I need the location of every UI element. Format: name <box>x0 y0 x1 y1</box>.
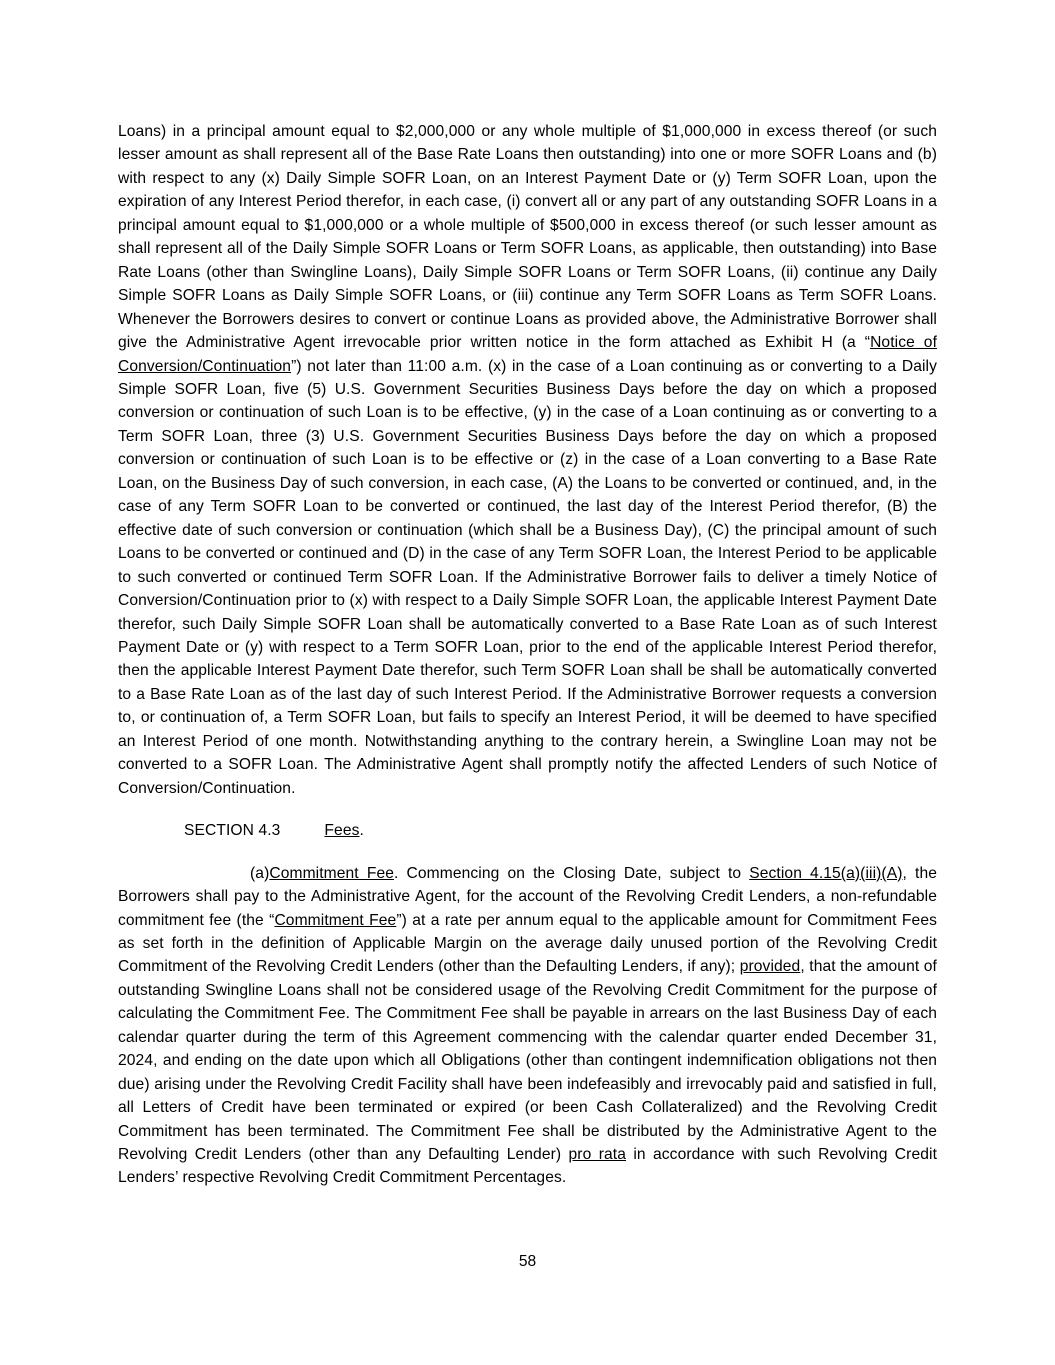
section-title-suffix: . <box>359 822 364 840</box>
defined-term: Commitment Fee <box>274 911 397 929</box>
defined-term: Commitment Fee <box>269 864 394 882</box>
text-run: ”) at a rate per annum equal to the applicable amount for Commitment Fees as set forth in the definition of Applicable Margin on the average daily unused portion of the Revolving Credit Commitment of the Revolving Credit Lenders (other than the Defaulting Lenders, if any); <box>118 911 937 976</box>
subsection-a-commitment-fee <box>118 862 937 1190</box>
defined-term: pro rata <box>568 1146 626 1164</box>
text-run: in accordance with such Revolving Credit Lenders’ respective Revolving Credit Commitment Percentages. <box>118 1146 938 1187</box>
text-run: Loans) in a principal amount equal to $2,000,000 or any whole multiple of $1,000,000 in excess thereof (or such lesser amount as shall represent all of the Base Rate Loans then outstanding) into one or more SOFR Loans and (b) with respect to any (x) Daily Simple SOFR Loan, on an Interest Payment Date or (y) Term SOFR Loan, upon the expiration of any Interest Period therefor, in each case, (i) convert all or any part of any outstanding SOFR Loans in a principal amount equal to $1,000,000 or a whole multiple of $500,000 in excess thereof (or such lesser amount as shall represent all of the Daily Simple SOFR Loans or Term SOFR Loans, as applicable, then outstanding) into Base Rate Loans (other than Swingline Loans), Daily Simple SOFR Loans or Term SOFR Loans, (ii) continue any Daily Simple SOFR Loans as Daily Simple SOFR Loans, or (iii) continue any Term SOFR Loans as Term SOFR Loans. Whenever the Borrowers desires to convert or continue Loans as provided above, the Administrative Borrower shall give the Administrative Agent irrevocable prior written notice in the form attached as Exhibit H (a “ <box>118 123 937 352</box>
subsection-label: (a) <box>250 864 270 882</box>
text-run: . Commencing on the Closing Date, subject to <box>394 864 750 882</box>
section-heading-4-3 <box>118 819 937 842</box>
text-run: ”) not later than 11:00 a.m. (x) in the case of a Loan continuing as or converting to a Daily Simple SOFR Loan, five (5) U.S. Government Securities Business Days before the day on which a proposed conversion or continuation of such Loan is to be effective, (y) in the case of a Loan continuing as or converting to a Term SOFR Loan, three (3) U.S. Government Securities Business Days before the day on which a proposed conversion or continuation of such Loan is to be effective or (z) in the case of a Loan converting to a Base Rate Loan, on the Business Day of such conversion, in each case, (A) the Loans to be converted or continued, and, in the case of any Term SOFR Loan to be converted or continued, the last day of the Interest Period therefor, (B) the effective date of such conversion or continuation (which shall be a Business Day), (C) the principal amount of such Loans to be converted or continued and (D) in the case of any Term SOFR Loan, the Interest Period to be applicable to such converted or continued Term SOFR Loan. If the Administrative Borrower fails to deliver a timely Notice of Conversion/Continuation prior to (x) with respect to a Daily Simple SOFR Loan, the applicable Interest Payment Date therefor, such Daily Simple SOFR Loan shall be automatically converted to a Base Rate Loan as of such Interest Payment Date or (y) with respect to a Term SOFR Loan, prior to the end of the applicable Interest Period therefor, then the applicable Interest Payment Date therefor, such Term SOFR Loan shall be shall be automatically converted to a Base Rate Loan as of the last day of such Interest Period. If the Administrative Borrower requests a conversion to, or continuation of, a Term SOFR Loan, but fails to specify an Interest Period, it will be deemed to have specified an Interest Period of one month. Notwithstanding anything to the contrary herein, a Swingline Loan may not be converted to a SOFR Loan. The Administrative Agent shall promptly notify the affected Lenders of such Notice of Conversion/Continuation. <box>118 357 937 797</box>
text-run: , that the amount of outstanding Swingline Loans shall not be considered usage of the Revolving Credit Commitment for the purpose of calculating the Commitment Fee. The Commitment Fee shall be payable in arrears on the last Business Day of each calendar quarter during the term of this Agreement commencing with the calendar quarter ended December 31, 2024, and ending on the date upon which all Obligations (other than contingent indemnification obligations not then due) arising under the Revolving Credit Facility shall have been indefeasibly and irrevocably paid and satisfied in full, all Letters of Credit have been terminated or expired (or been Cash Collateralized) and the Revolving Credit Commitment has been terminated. The Commitment Fee shall be distributed by the Administrative Agent to the Revolving Credit Lenders (other than any Defaulting Lender) <box>118 958 937 1164</box>
document-body <box>118 120 937 1190</box>
defined-term: Section 4.15(a)(iii)(A) <box>749 864 903 882</box>
section-number: SECTION 4.3 <box>184 822 281 840</box>
page-number: 58 <box>518 1253 537 1270</box>
defined-term: Notice of Conversion/Continuation <box>118 334 937 375</box>
defined-term: provided <box>739 958 801 976</box>
section-title: Fees <box>324 822 360 840</box>
subsection-text <box>118 865 937 1187</box>
paragraph-conversion-continuation <box>118 120 937 800</box>
text-run: , the Borrowers shall pay to the Administrative Agent, for the account of the Revolving Credit Lenders, a non-refundable commitment fee (the “ <box>118 864 938 929</box>
